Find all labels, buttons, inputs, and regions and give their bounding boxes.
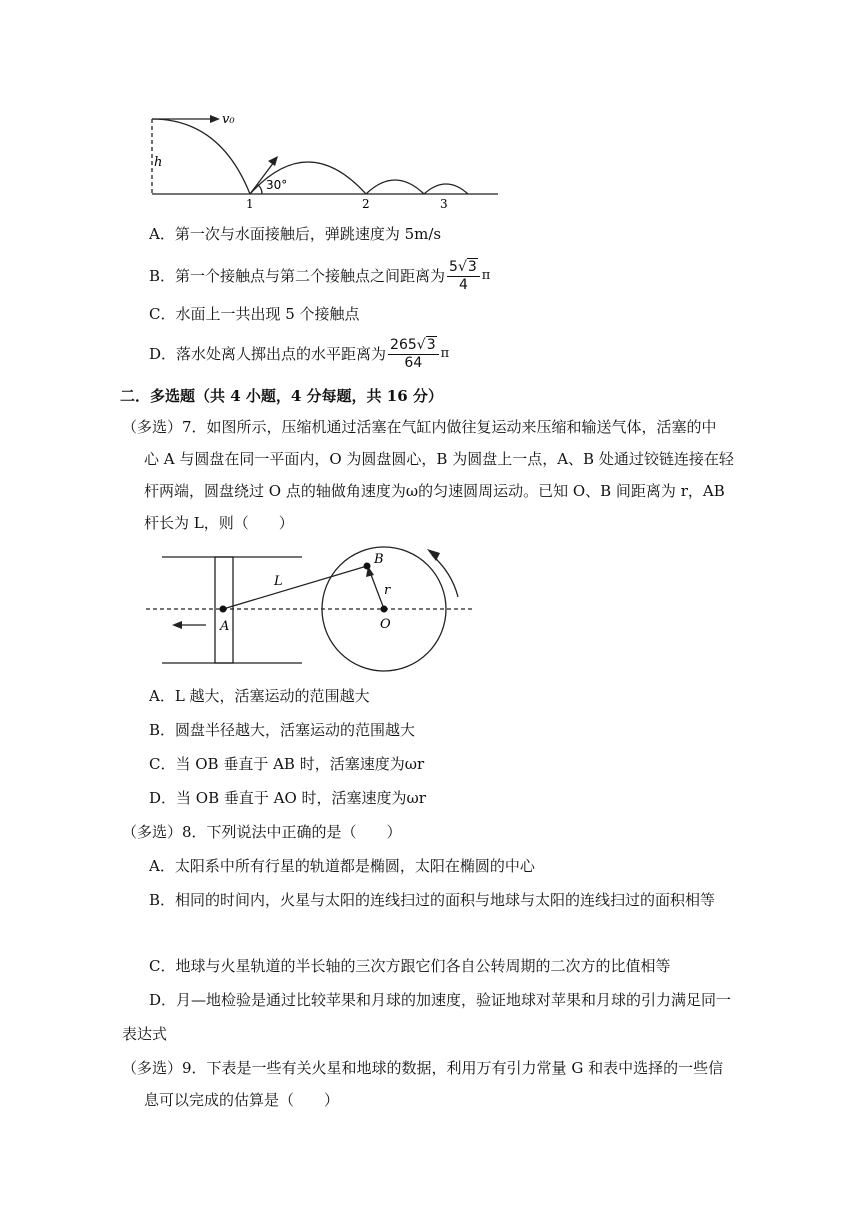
q6-option-d-fraction: $\frac{265√3}{64}$	[388, 337, 439, 372]
bounce-figure	[140, 100, 510, 212]
label-o: O	[380, 617, 391, 632]
radius-ob	[370, 572, 384, 609]
q9-stem-line1: （多选）9．下表是一些有关火星和地球的数据，利用万有引力常量 G 和表中选择的一些信	[122, 1059, 724, 1077]
label-a: A	[220, 619, 230, 634]
point-o-dot	[381, 606, 388, 613]
trajectory-arc-3	[366, 180, 424, 194]
q8-option-c: C．地球与火星轨道的半长轴的三次方跟它们各自公转周期的二次方的比值相等	[149, 957, 671, 975]
q6-option-d-text: D．落水处离人掷出点的水平距离为	[149, 345, 387, 363]
section-heading-multiple-choice: 二．多选题（共 4 小题，4 分每题，共 16 分）	[120, 387, 443, 405]
q6-option-a: A．第一次与水面接触后，弹跳速度为 5m/s	[149, 225, 442, 243]
q7-option-d: D．当 OB 垂直于 AO 时，活塞速度为ωr	[149, 789, 426, 807]
q6-option-c: C．水面上一共出现 5 个接触点	[149, 305, 360, 323]
angle-label: 30°	[266, 178, 288, 192]
q6-option-d: D．落水处离人掷出点的水平距离为 $\frac{265√3}{64}$ π	[149, 336, 450, 371]
point-label-1: 1	[246, 197, 254, 211]
q7-option-c: C．当 OB 垂直于 AB 时，活塞速度为ωr	[149, 755, 425, 773]
q8-option-d-line1: D．月—地检验是通过比较苹果和月球的加速度，验证地球对苹果和月球的引力满足同一	[149, 991, 732, 1009]
point-label-2: 2	[362, 197, 370, 211]
trajectory-arc-4	[424, 184, 468, 194]
label-r: r	[384, 583, 391, 598]
q8-option-a: A．太阳系中所有行星的轨道都是椭圆，太阳在椭圆的中心	[149, 857, 535, 875]
q9-stem-line2: 息可以完成的估算是（ ）	[144, 1091, 340, 1109]
trajectory-arc-1	[152, 119, 250, 194]
q7-stem-line1: （多选）7．如图所示，压缩机通过活塞在气缸内做往复运动来压缩和输送气体，活塞的中	[122, 418, 717, 436]
q7-option-b: B．圆盘半径越大，活塞运动的范围越大	[149, 721, 416, 739]
q7-option-a: A．L 越大，活塞运动的范围越大	[149, 687, 370, 705]
q7-stem-line2: 心 A 与圆盘在同一平面内，O 为圆盘圆心，B 为圆盘上一点，A、B 处通过铰链连接在轻	[144, 450, 734, 468]
q7-stem-line3: 杆两端，圆盘绕过 O 点的轴做角速度为ω的匀速圆周运动。已知 O、B 间距离为 r，AB	[144, 482, 725, 500]
label-b: B	[374, 552, 384, 567]
q6-option-b-text: B．第一个接触点与第二个接触点之间距离为	[149, 267, 446, 285]
q7-stem-line4: 杆长为 L，则（ ）	[144, 514, 294, 532]
label-l: L	[274, 574, 283, 589]
point-b-dot	[364, 563, 371, 570]
q6-option-b: B．第一个接触点与第二个接触点之间距离为 $\frac{5√3}{4}$ π	[149, 258, 491, 293]
v0-label: v₀	[222, 112, 235, 127]
q8-option-b: B．相同的时间内，火星与太阳的连线扫过的面积与地球与太阳的连线扫过的面积相等	[149, 891, 716, 909]
q8-option-d-line2: 表达式	[122, 1025, 168, 1043]
rod-ab	[223, 566, 367, 609]
q6-option-b-fraction: $\frac{5√3}{4}$	[447, 259, 480, 294]
point-a-dot	[220, 606, 227, 613]
h-label: h	[154, 155, 163, 170]
compressor-figure	[140, 545, 490, 675]
q8-stem: （多选）8．下列说法中正确的是（ ）	[122, 823, 402, 841]
point-label-3: 3	[440, 197, 448, 211]
